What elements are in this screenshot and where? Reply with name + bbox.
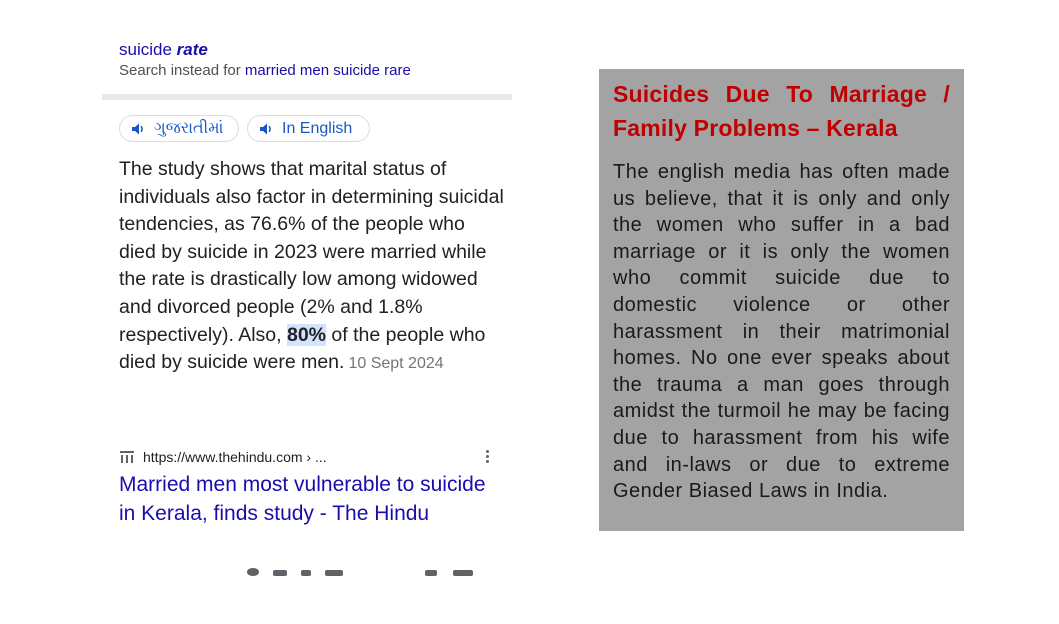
translate-english-chip[interactable] (247, 115, 370, 142)
truncated-actions-row (247, 568, 507, 576)
corrected-query-link[interactable] (119, 40, 208, 60)
search-instead-link[interactable]: married men suicide rare (244, 62, 411, 79)
corrected-query-emphasis[interactable]: rate (176, 40, 208, 59)
translate-gujarati-chip[interactable] (119, 115, 239, 142)
result-source-row[interactable] (119, 447, 499, 467)
translate-english-label: In English (282, 119, 353, 137)
snippet-date: 10 Sept 2024 (348, 355, 444, 373)
result-title-link[interactable]: Married men most vulnerable to suicide in Kerala, finds study - The Hindu (119, 473, 486, 525)
snippet-text-before: The study shows that marital status of individuals also factor in determining suicidal tendencies, as 76.6% of the people who died by suicide in 2023 were married while the rate is drastically low among widowed and divorced people (2% and 1.8% respectively). Also, (119, 158, 504, 346)
quote-box (599, 69, 964, 531)
search-instead-line (119, 62, 411, 79)
result-source-url[interactable]: https://www.thehindu.com › ... (143, 449, 327, 465)
more-options-icon[interactable] (486, 450, 490, 465)
snippet-highlight: 80% (286, 323, 327, 346)
corrected-query-plain[interactable]: suicide (119, 40, 177, 59)
search-instead-prefix: Search instead for (119, 62, 245, 79)
newspaper-favicon (119, 450, 135, 464)
featured-snippet-text (119, 156, 504, 378)
section-divider (102, 94, 512, 100)
snippet-text-after: of the people who died by suicide were men. (119, 323, 486, 374)
quote-box-body: The english media has often made us believe, that it is only and only the women who suffer in a bad marriage or it is only the women who commit suicide due to domestic violence or other harassment in their matrimonial homes. No one ever speaks about the trauma a man goes through amidst the turmoil he may be facing due to harassment from his wife and in-laws or due to extreme Gender Biased Laws in India. (613, 161, 950, 503)
speaker-icon (132, 123, 146, 135)
quote-box-title: Suicides Due To Marriage / Family Problems – Kerala (613, 81, 950, 141)
speaker-icon (260, 123, 274, 135)
translate-gujarati-label: ગુજરાતીમાં (154, 119, 224, 137)
